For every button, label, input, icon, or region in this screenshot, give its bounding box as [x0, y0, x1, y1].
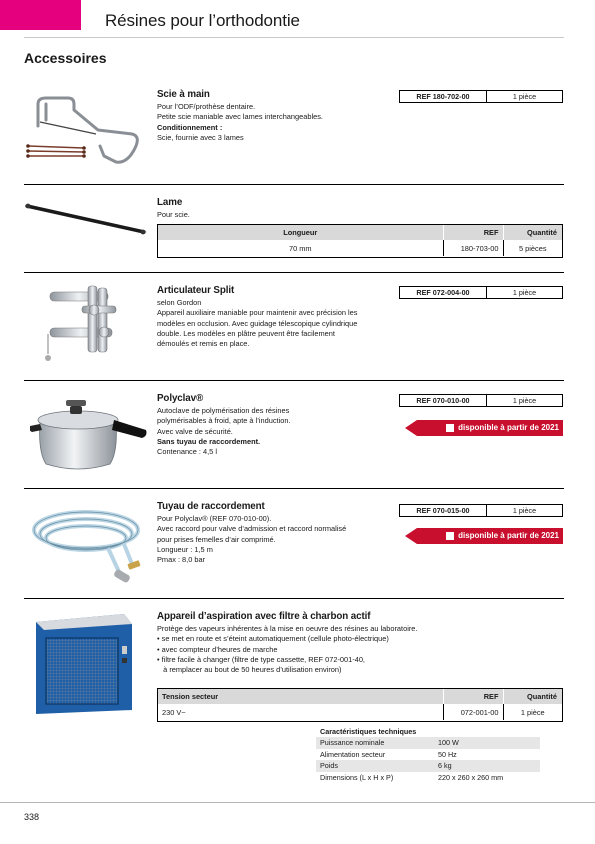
- table-header: Tension secteur: [158, 689, 443, 704]
- spec-label: Poids: [320, 761, 338, 770]
- description-line: Protège des vapeurs inhérentes à la mise en oeuvre des résines au laboratoire.: [157, 624, 418, 633]
- availability-badge: [417, 420, 563, 436]
- spec-row: [316, 760, 540, 772]
- product-name: Tuyau de raccordement: [157, 501, 265, 512]
- badge-square-icon: [446, 424, 454, 432]
- section-title: Accessoires: [24, 50, 107, 66]
- product-divider: [24, 184, 564, 185]
- hose-image: [28, 500, 153, 590]
- product-description: [157, 197, 387, 220]
- reference-table: [399, 394, 563, 407]
- description-line: modèles en occlusion. Avec guidage télescopique cylindrique: [157, 318, 358, 328]
- table-row: [158, 704, 562, 720]
- table-row: [158, 240, 562, 256]
- table-header: Quantité: [503, 689, 562, 704]
- reference-table: [399, 90, 563, 103]
- reference-table: [399, 504, 563, 517]
- availability-text: disponible à partir de 2021: [458, 531, 559, 540]
- product-name: Polyclav®: [157, 393, 204, 404]
- reference-table: [399, 286, 563, 299]
- description-line: Pour Polyclav® (REF 070-010-00).: [157, 514, 272, 523]
- saw-blade-image: [24, 200, 149, 240]
- product-description: [157, 501, 387, 565]
- description-line: Appareil auxiliaire maniable pour maintenir avec précision les: [157, 308, 358, 318]
- page-title: Résines pour l’orthodontie: [105, 11, 300, 30]
- description-line: Avec valve de sécurité.: [157, 426, 233, 436]
- feature-line: à remplacer au bout de 50 heures d’utilisation environ): [157, 665, 342, 675]
- specs-title: Caractéristiques techniques: [320, 727, 417, 736]
- product-lame: [24, 194, 564, 274]
- product-divider: [24, 598, 564, 599]
- footer-divider: [0, 802, 595, 803]
- badge-square-icon: [446, 532, 454, 540]
- product-divider: [24, 380, 564, 381]
- spec-value: 220 x 260 x 260 mm: [438, 772, 504, 782]
- description-line: démoulés et remis en place.: [157, 339, 250, 349]
- product-articulateur: [24, 282, 564, 382]
- feature-line: • filtre facile à changer (filtre de type cassette, REF 072-001-40,: [157, 654, 365, 664]
- table-header: REF: [443, 225, 503, 240]
- product-name: Lame: [157, 197, 183, 208]
- description-line: selon Gordon: [157, 298, 202, 307]
- spec-label: Dimensions (L x H x P): [320, 772, 394, 782]
- badge-arrow-icon: [405, 420, 417, 436]
- technical-specs: [316, 726, 540, 783]
- reference-quantity: 1 pièce: [512, 92, 537, 101]
- description-line: pour prises femelles d’air comprimé.: [157, 534, 276, 544]
- description-line: Autoclave de polymérisation des résines: [157, 406, 290, 415]
- spec-row: [316, 749, 540, 761]
- capacity-text: Contenance : 4,5 l: [157, 447, 217, 457]
- packaging-value: Scie, fournie avec 3 lames: [157, 132, 244, 142]
- table-cell: 5 pièces: [518, 243, 547, 253]
- page-number: 338: [24, 812, 40, 822]
- table-header: Longueur: [158, 225, 443, 240]
- table-header: REF: [443, 689, 503, 704]
- table-cell: 1 pièce: [520, 707, 545, 717]
- description-line: double. Les modèles en plâtre peuvent être facilement: [157, 328, 335, 338]
- reference-code: REF 070-010-00: [400, 395, 487, 406]
- description-line: Petite scie maniable avec lames interchangeables.: [157, 112, 323, 122]
- table-cell: 70 mm: [158, 240, 443, 256]
- description-line: Pour l’ODF/prothèse dentaire.: [157, 102, 256, 111]
- specs-rows: [316, 737, 540, 783]
- spec-row: [316, 772, 540, 784]
- reference-code: REF 070-015-00: [400, 505, 487, 516]
- description-line: Pmax : 8,0 bar: [157, 555, 206, 565]
- product-description: [157, 89, 387, 143]
- availability-badge: [417, 528, 563, 544]
- product-polyclav: [24, 390, 564, 490]
- product-divider: [24, 272, 564, 273]
- product-description: [157, 611, 457, 675]
- product-tuyau: [24, 498, 564, 598]
- description-line: polymérisables à froid, apte à l’induction.: [157, 416, 291, 426]
- spec-row: [316, 737, 540, 749]
- product-description: [157, 393, 387, 457]
- spec-value: 50 Hz: [438, 749, 457, 759]
- product-name: Articulateur Split: [157, 285, 235, 296]
- feature-line: • se met en route et s’éteint automatiquement (cellule photo-électrique): [157, 634, 389, 644]
- aspiration-table: [157, 688, 563, 722]
- description-line: Pour scie.: [157, 210, 190, 219]
- table-cell: 230 V~: [158, 704, 443, 720]
- table-header: Quantité: [503, 225, 562, 240]
- reference-quantity: 1 pièce: [512, 396, 537, 405]
- header-divider: [24, 37, 564, 38]
- spec-label: Alimentation secteur: [320, 749, 386, 759]
- reference-code: REF 072-004-00: [400, 287, 487, 298]
- description-line: Longueur : 1,5 m: [157, 544, 213, 554]
- section-color-tab: [0, 0, 81, 30]
- product-scie: [24, 86, 564, 186]
- reference-code: REF 180-702-00: [400, 91, 487, 102]
- product-name: Appareil d’aspiration avec filtre à charbon actif: [157, 611, 371, 622]
- description-bold-line: Sans tuyau de raccordement.: [157, 436, 261, 446]
- spec-label: Puissance nominale: [320, 738, 385, 747]
- table-cell: 180-703-00: [443, 240, 503, 256]
- product-description: [157, 285, 377, 349]
- feature-line: • avec compteur d’heures de marche: [157, 644, 278, 654]
- hand-saw-image: [24, 90, 149, 170]
- product-divider: [24, 488, 564, 489]
- packaging-label: Conditionnement :: [157, 122, 223, 132]
- product-name: Scie à main: [157, 89, 210, 100]
- reference-quantity: 1 pièce: [512, 506, 537, 515]
- badge-arrow-icon: [405, 528, 417, 544]
- description-line: Avec raccord pour valve d’admission et raccord normalisé: [157, 524, 347, 534]
- reference-quantity: 1 pièce: [512, 288, 537, 297]
- spec-value: 6 kg: [438, 761, 452, 770]
- articulator-image: [42, 284, 132, 366]
- pressure-cooker-image: [30, 392, 150, 472]
- lame-table: [157, 224, 563, 258]
- availability-text: disponible à partir de 2021: [458, 423, 559, 432]
- extraction-unit-image: [32, 610, 136, 716]
- table-cell: 072-001-00: [443, 704, 503, 720]
- spec-value: 100 W: [438, 738, 459, 747]
